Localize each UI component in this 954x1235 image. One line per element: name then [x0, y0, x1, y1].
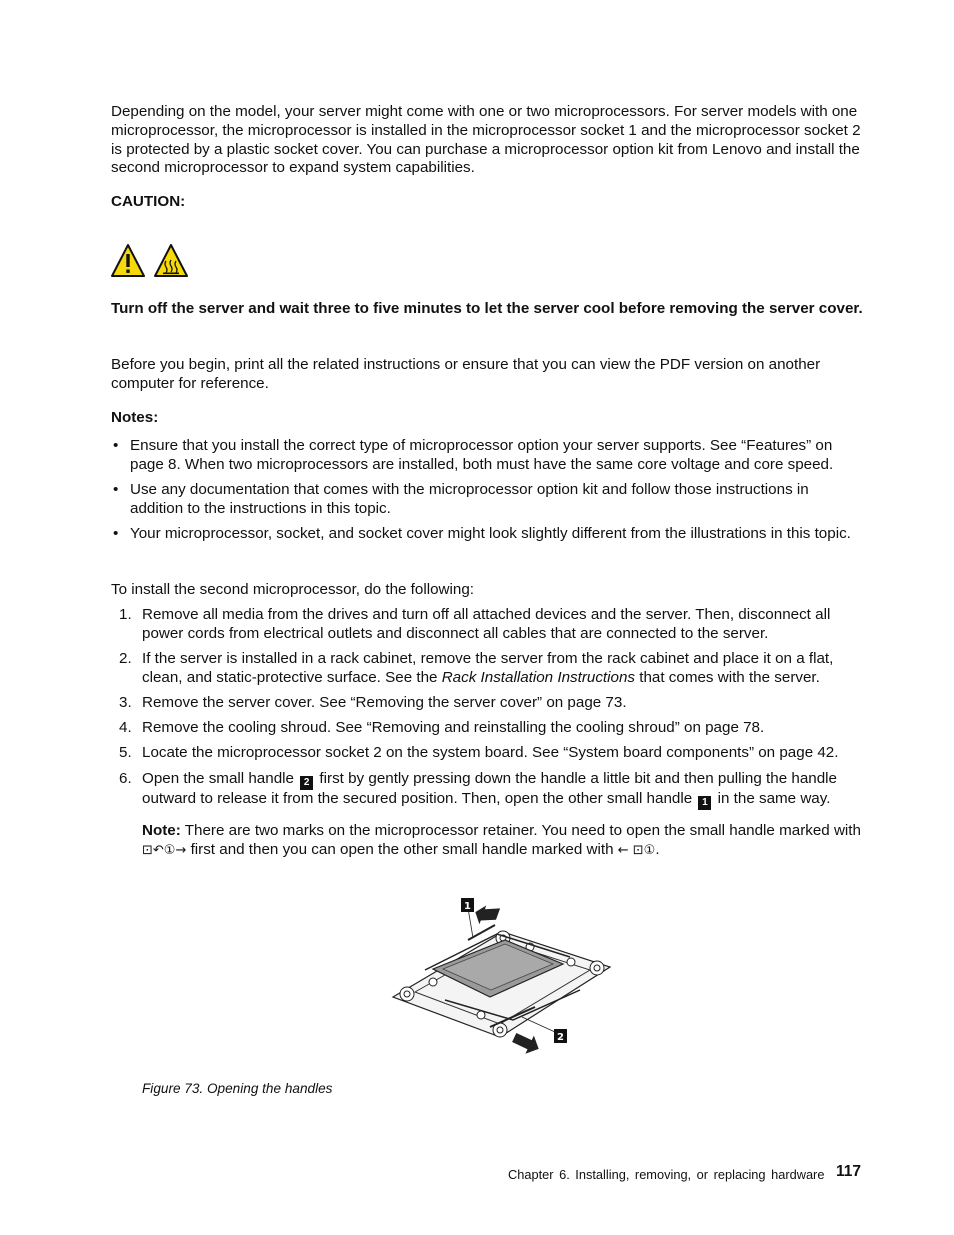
intro-paragraph: Depending on the model, your server might come with one or two microprocessors. For server models with one microprocessor, the microprocessor is installed in the microprocessor socket 1 and the microprocessor socket 2 is protected by a plastic socket cover. You can purchase a microprocessor option kit from Lenovo and install the second microprocessor to expand system capabilities. — [111, 103, 861, 177]
note-label: Note: — [142, 822, 181, 839]
rack-install-doc-title: Rack Installation Instructions — [441, 668, 636, 686]
callout-2-label: 2 — [557, 1032, 564, 1043]
hot-surface-icon — [155, 245, 187, 276]
callout-badge: 1 — [698, 796, 711, 810]
step-number: 5. — [119, 744, 132, 761]
step-number: 2. — [119, 650, 132, 667]
step-text: If the server is installed in a rack cabinet, remove the server from the rack cabinet and place it on a flat, clean, and static-protective surface. See the Rack Installation Instructions that comes with the server. — [142, 650, 834, 686]
bullet-icon: • — [113, 481, 119, 498]
callout-badge: 2 — [300, 776, 313, 790]
figure-caption: Figure 73. Opening the handles — [142, 1081, 333, 1096]
note-text: Use any documentation that comes with the microprocessor option kit and follow those instructions in addition to the instructions in this topic. — [130, 481, 809, 517]
unlock-mark-icon: ⊡↶①→ — [142, 842, 187, 858]
step-text: Remove the server cover. See “Removing the server cover” on page 73. — [142, 694, 627, 711]
step-number: 4. — [119, 719, 132, 736]
step-text: Remove the cooling shroud. See “Removing and reinstalling the cooling shroud” on page 78. — [142, 719, 765, 736]
before-begin-paragraph: Before you begin, print all the related instructions or ensure that you can view the PDF version on another computer for reference. — [111, 356, 821, 392]
step-text: Locate the microprocessor socket 2 on the system board. See “System board components” on page 42. — [142, 744, 839, 761]
socket-illustration — [385, 892, 620, 1067]
note-text: Ensure that you install the correct type of microprocessor option your server supports. See “Features” on page 8. When two microprocessors are installed, both must have the same core voltage and core speed. — [130, 437, 834, 473]
step-text: Remove all media from the drives and turn off all attached devices and the server. Then, disconnect all power cords from electrical outlets and disconnect all cables that are connected to the server. — [142, 606, 831, 642]
footer-chapter: Chapter 6. Installing, removing, or replacing hardware — [508, 1167, 825, 1182]
notes-label: Notes: — [111, 409, 159, 426]
figure-socket-handles — [385, 892, 620, 1067]
step-note: Note: There are two marks on the microprocessor retainer. You need to open the small handle marked with ⊡↶①→ first and then you can open the other small handle marked with ← ⊡①. — [142, 822, 861, 858]
callout-1-label: 1 — [464, 901, 471, 912]
caution-icons — [111, 243, 191, 285]
page-number: 117 — [836, 1163, 862, 1180]
procedure-intro: To install the second microprocessor, do the following: — [111, 581, 474, 598]
caution-label: CAUTION: — [111, 193, 186, 210]
warning-triangle-icon — [111, 243, 191, 279]
step-text: Open the small handle 2 first by gently pressing down the handle a little bit and then pulling the handle outward to release it from the secured position. Then, open the other small handle 1 in the same way. — [142, 770, 837, 808]
step-number: 1. — [119, 606, 132, 623]
bullet-icon: • — [113, 437, 119, 454]
step-number: 6. — [119, 770, 132, 787]
bullet-icon: • — [113, 525, 119, 542]
caution-text: Turn off the server and wait three to five minutes to let the server cool before removing the server cover. — [111, 300, 863, 317]
lock-mark-icon: ← ⊡① — [617, 842, 656, 858]
note-text: Your microprocessor, socket, and socket cover might look slightly different from the illustrations in this topic. — [130, 525, 851, 542]
step-number: 3. — [119, 694, 132, 711]
